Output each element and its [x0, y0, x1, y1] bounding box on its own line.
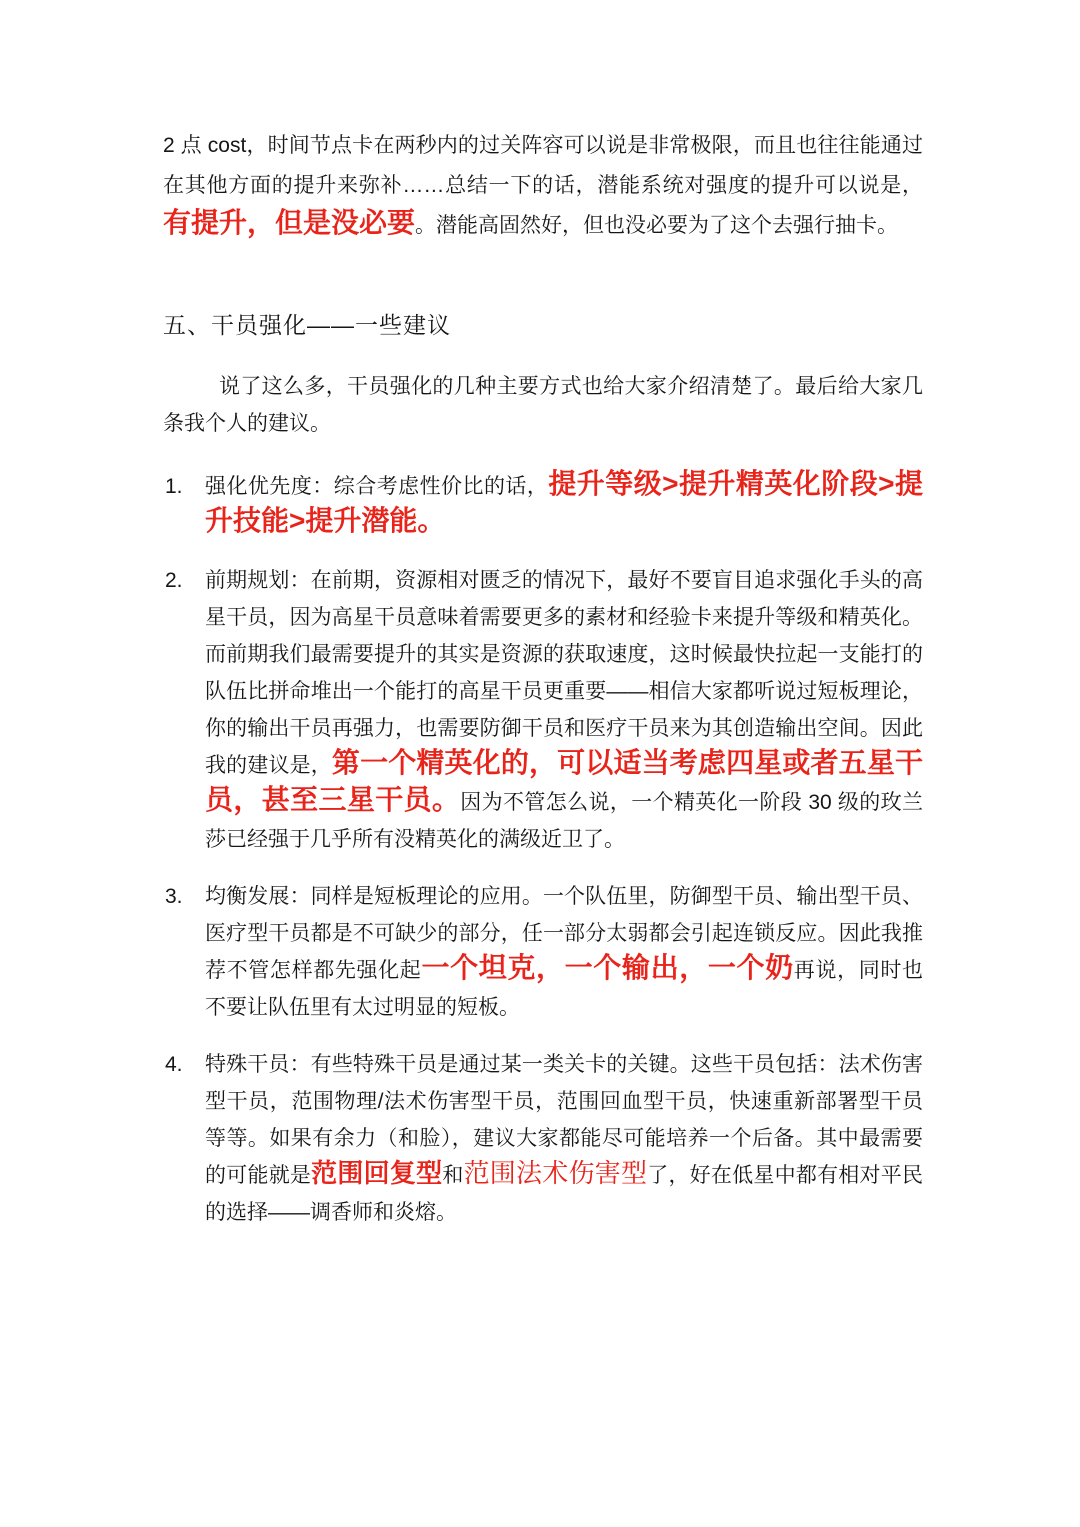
list-item-text [205, 468, 923, 536]
text-run-normal: 2 点 cost，时间节点卡在两秒内的过关阵容可以说是非常极限，而且也往往能通过在其他方面的提升来弥补……总结一下的话，潜能系统对强度的提升可以说是， [163, 134, 923, 197]
list-item-number: 2. [165, 569, 183, 592]
text-run-normal: 再说，同时也不要让队伍里有太过明显的短板。 [205, 959, 924, 1019]
list-item-number: 3. [165, 885, 183, 908]
section-heading: 五、干员强化——一些建议 [163, 312, 451, 338]
list-item-balanced-development [163, 878, 923, 1026]
text-run-normal: 。潜能高固然好，但也没必要为了这个去强行抽卡。 [415, 214, 899, 237]
text-run-normal: 前期规划：在前期，资源相对匮乏的情况下，最好不要盲目追求强化手头的高星干员，因为高星干员意味着需要更多的素材和经验卡来提升等级和精英化。而前期我们最需要提升的其实是资源的获取速度，这时候最快拉起一支能打的队伍比拼命堆出一个能打的高星干员更重要——相信大家都听说过短板理论，你的输出干员再强力，也需要防御干员和医疗干员来为其创造输出空间。因此我的建议是， [205, 569, 923, 777]
text-run-red-bold-large: 第一个精英化的，可以适当考虑四星或者五星干员，甚至三星干员。 [205, 747, 923, 815]
paragraph-intro [163, 368, 923, 442]
paragraph-potential-summary [163, 126, 923, 246]
text-run-normal: 了，好在低星中都有相对平民的选择——调香师和炎熔。 [205, 1164, 924, 1224]
text-run-normal: 因为不管怎么说，一个精英化一阶段 30 级的玫兰莎已经强于几乎所有没精英化的满级近卫了。 [205, 791, 923, 851]
list-item-text [205, 885, 923, 1019]
list-item-number: 1. [165, 475, 183, 498]
list-item-priority [163, 468, 923, 542]
list-item-text [205, 1053, 923, 1224]
list-item-text [205, 569, 923, 851]
list-item-early-planning [163, 562, 923, 858]
list-item-number: 4. [165, 1053, 183, 1076]
text-run-red-bold-large: 有提升，但是没必要 [163, 207, 416, 238]
text-run-red-bold: 范围回复型 [311, 1158, 443, 1188]
advice-list [163, 468, 923, 1231]
text-run-red-bold-large: 提升等级>提升精英化阶段>提升技能>提升潜能。 [205, 468, 923, 536]
text-run-normal: 说了这么多，干员强化的几种主要方式也给大家介绍清楚了。最后给大家几条我个人的建议。 [163, 375, 923, 435]
text-run-normal: 强化优先度：综合考虑性价比的话， [205, 475, 549, 498]
text-run-normal: 均衡发展：同样是短板理论的应用。一个队伍里，防御型干员、输出型干员、医疗型干员都是不可缺少的部分，任一部分太弱都会引起连锁反应。因此我推荐不管怎样都先强化起 [205, 885, 923, 982]
text-run-red-bold-large: 一个坦克，一个输出，一个奶 [421, 952, 794, 983]
text-run-red: 范围法术伤害型 [463, 1158, 648, 1188]
list-item-special-operators [163, 1046, 923, 1231]
text-run-normal: 特殊干员：有些特殊干员是通过某一类关卡的关键。这些干员包括：法术伤害型干员，范围物理/法术伤害型干员，范围回血型干员，快速重新部署型干员等等。如果有余力（和脸），建议大家都能尽可能培养一个后备。其中最需要的可能就是 [205, 1053, 923, 1187]
text-run-normal: 和 [442, 1164, 464, 1187]
